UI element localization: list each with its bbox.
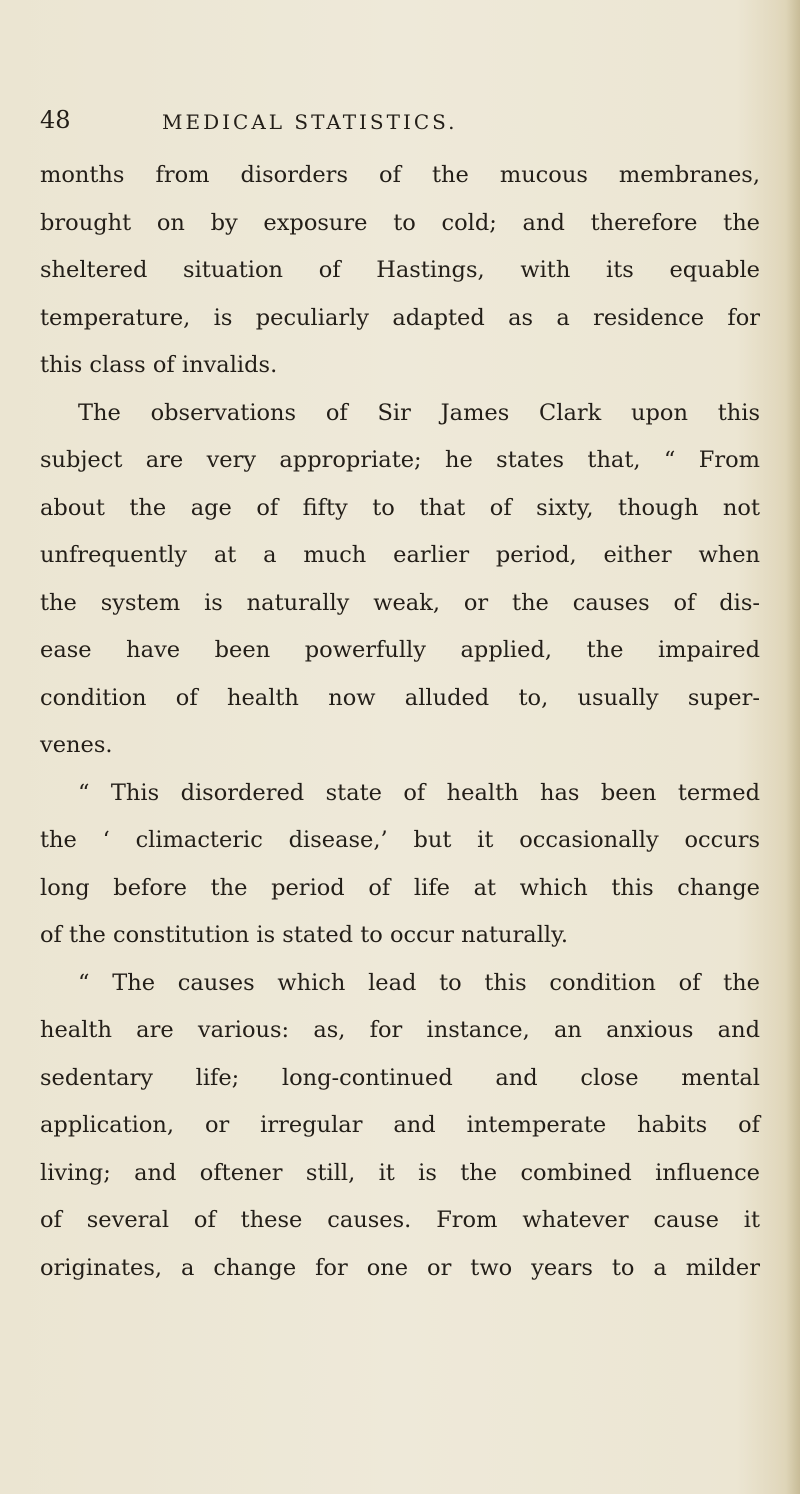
page-header (40, 103, 760, 137)
text-line: living; and oftener still, it is the combined influence (40, 1159, 760, 1186)
page-number: 48 (40, 106, 71, 134)
text-line: of the constitution is stated to occur naturally. (40, 922, 568, 948)
text-line: health are various: as, for instance, an anxious and (40, 1017, 760, 1043)
text-line: subject are very appropriate; he states that, “ From (40, 447, 760, 473)
text-line: venes. (40, 732, 113, 758)
text-line: of several of these causes. From whatever cause it (40, 1207, 760, 1233)
text-line: about the age of fifty to that of sixty, though not (40, 494, 760, 521)
text-line: ease have been powerfully applied, the impaired (40, 637, 760, 663)
body-text (40, 152, 760, 1292)
text-line: months from disorders of the mucous membranes, (40, 162, 760, 188)
text-line: this class of invalids. (40, 352, 278, 378)
text-line: originates, a change for one or two years to a milder (40, 1254, 760, 1281)
text-line: sheltered situation of Hastings, with its equable (40, 257, 760, 283)
text-line: brought on by exposure to cold; and therefore the (40, 209, 760, 236)
text-line: the system is naturally weak, or the causes of dis- (40, 589, 760, 616)
page-edge-shadow (786, 0, 800, 1494)
text-line: application, or irregular and intemperate habits of (40, 1112, 760, 1138)
running-head: MEDICAL STATISTICS. (162, 110, 458, 134)
text-line: long before the period of life at which this change (40, 874, 760, 901)
text-line: unfrequently at a much earlier period, either when (40, 542, 760, 568)
text-line: temperature, is peculiarly adapted as a residence for (40, 304, 760, 331)
text-line: “ The causes which lead to this condition of the (78, 969, 760, 996)
text-line: “ This disordered state of health has been termed (78, 779, 760, 806)
text-line: The observations of Sir James Clark upon this (78, 399, 760, 426)
text-line: the ‘ climacteric disease,’ but it occasionally occurs (40, 827, 760, 853)
text-line: condition of health now alluded to, usually super- (40, 684, 760, 711)
text-line: sedentary life; long-continued and close mental (40, 1064, 760, 1091)
